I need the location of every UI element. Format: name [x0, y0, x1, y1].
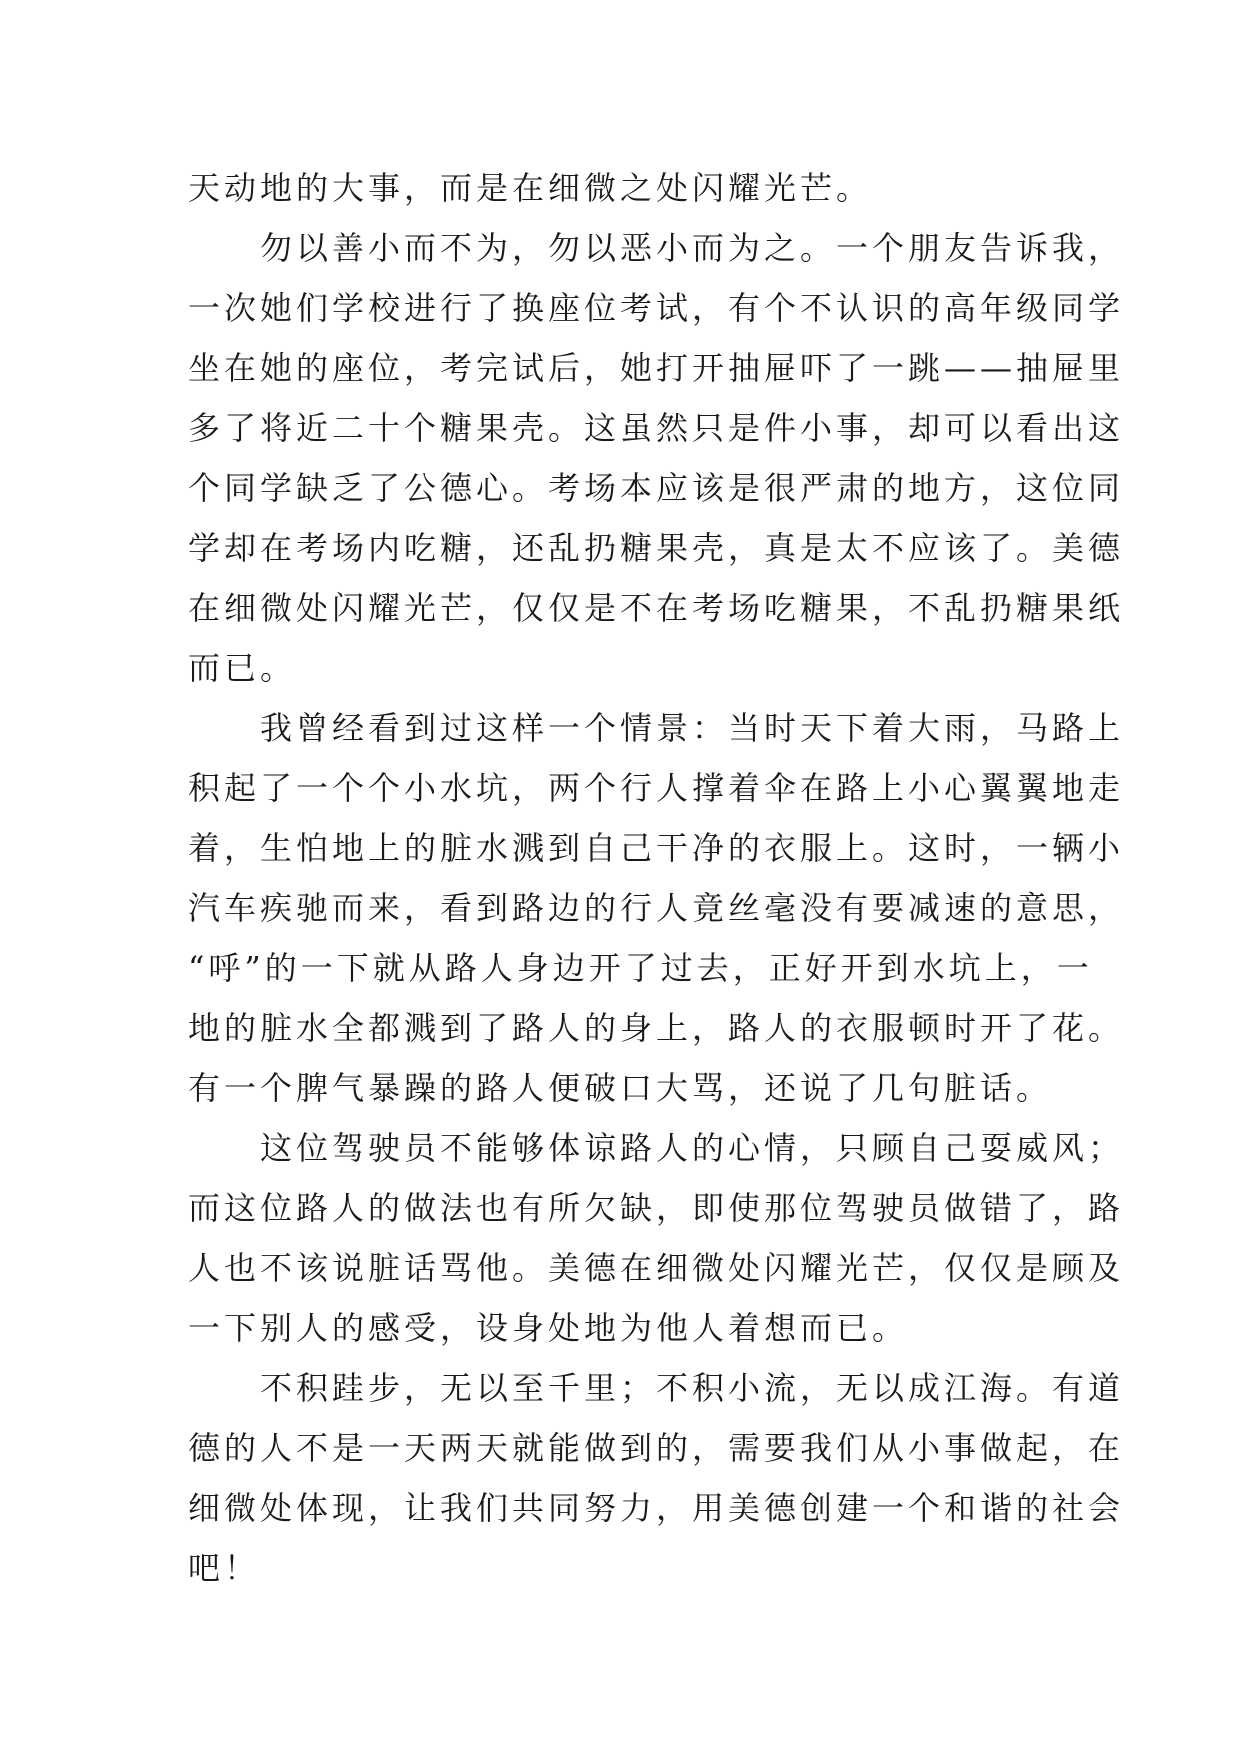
text-line: 一次她们学校进行了换座位考试，有个不认识的高年级同学	[188, 289, 1125, 327]
document-body	[188, 158, 1125, 1598]
text-line: 而已。	[188, 649, 297, 687]
text-line: 而这位路人的做法也有所欠缺，即使那位驾驶员做错了，路	[188, 1189, 1125, 1227]
text-line: 坐在她的座位，考完试后，她打开抽屉吓了一跳——抽屉里	[188, 349, 1125, 387]
text-line: 勿以善小而不为，勿以恶小而为之。一个朋友告诉我，	[260, 229, 1125, 267]
text-line: “呼”的一下就从路人身边开了过去，正好开到水坑上，一	[188, 949, 1093, 987]
text-line: 我曾经看到过这样一个情景：当时天下着大雨，马路上	[260, 709, 1125, 747]
text-line: 吧！	[188, 1549, 261, 1587]
text-line: 着，生怕地上的脏水溅到自己干净的衣服上。这时，一辆小	[188, 829, 1125, 867]
text-line: 有一个脾气暴躁的路人便破口大骂，还说了几句脏话。	[188, 1069, 1053, 1107]
text-line: 汽车疾驰而来，看到路边的行人竟丝毫没有要减速的意思，	[188, 889, 1125, 927]
text-line: 一下别人的感受，设身处地为他人着想而已。	[188, 1309, 909, 1347]
text-line: 天动地的大事，而是在细微之处闪耀光芒。	[188, 169, 873, 207]
text-line: 多了将近二十个糖果壳。这虽然只是件小事，却可以看出这	[188, 409, 1125, 447]
text-line: 这位驾驶员不能够体谅路人的心情，只顾自己耍威风；	[260, 1129, 1125, 1167]
text-line: 积起了一个个小水坑，两个行人撑着伞在路上小心翼翼地走	[188, 769, 1125, 807]
text-line: 在细微处闪耀光芒，仅仅是不在考场吃糖果，不乱扔糖果纸	[188, 589, 1125, 627]
text-line: 人也不该说脏话骂他。美德在细微处闪耀光芒，仅仅是顾及	[188, 1249, 1125, 1287]
text-line: 德的人不是一天两天就能做到的，需要我们从小事做起，在	[188, 1429, 1125, 1467]
text-line: 个同学缺乏了公德心。考场本应该是很严肃的地方，这位同	[188, 469, 1125, 507]
text-line: 细微处体现，让我们共同努力，用美德创建一个和谐的社会	[188, 1489, 1125, 1527]
text-line: 不积跬步，无以至千里；不积小流，无以成江海。有道	[260, 1369, 1125, 1407]
text-line: 地的脏水全都溅到了路人的身上，路人的衣服顿时开了花。	[188, 1009, 1125, 1047]
text-line: 学却在考场内吃糖，还乱扔糖果壳，真是太不应该了。美德	[188, 529, 1125, 567]
